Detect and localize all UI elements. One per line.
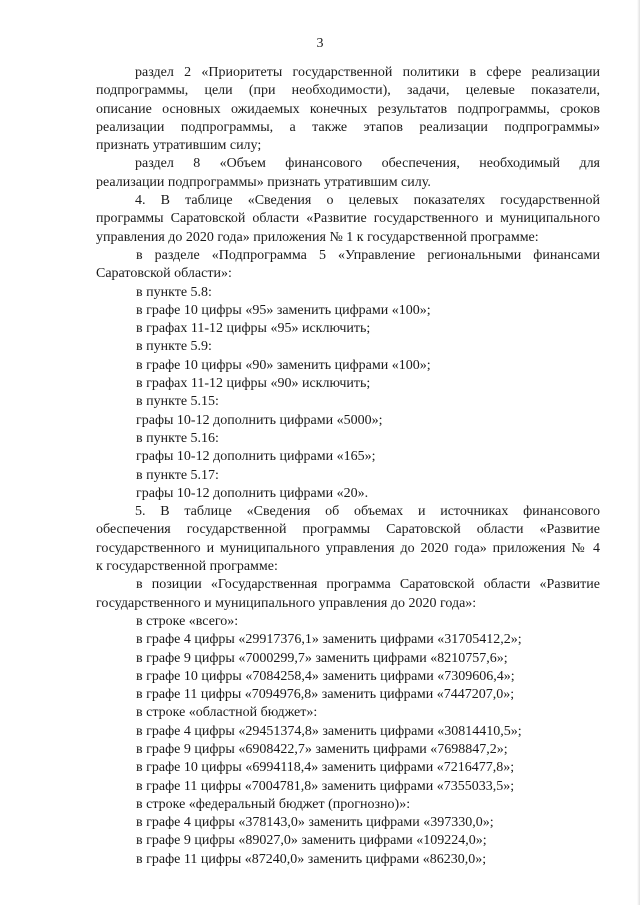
paragraph <box>96 430 600 448</box>
text-line: в графе 10 цифры «95» заменить цифрами «100»; <box>136 302 431 318</box>
paragraph <box>96 485 600 503</box>
text-line: в строке «всего»: <box>136 613 239 629</box>
paragraph <box>96 778 600 796</box>
text-line: государственного и муниципального управления до 2020 года»: <box>96 595 477 611</box>
text-line: описание основных ожидаемых конечных результатов подпрограммы, сроков <box>96 101 600 117</box>
paragraph <box>96 686 600 704</box>
paragraph <box>96 448 600 466</box>
text-line: в графе 11 цифры «7004781,8» заменить цифрами «7355033,5»; <box>136 778 515 794</box>
paragraph <box>96 796 600 814</box>
paragraph <box>96 192 600 247</box>
text-line: в графах 11-12 цифры «95» исключить; <box>136 321 371 337</box>
paragraph <box>96 155 600 192</box>
paragraph <box>96 576 600 613</box>
text-line: государственного и муниципального управления до 2020 года» приложения № 4 <box>96 540 600 556</box>
text-line: раздел 2 «Приоритеты государственной политики в сфере реализации <box>135 65 600 80</box>
paragraph <box>96 467 600 485</box>
text-line: реализации подпрограммы, а также этапов реализации подпрограммы» <box>96 119 600 135</box>
paragraph <box>96 759 600 777</box>
document-body <box>96 64 600 869</box>
paragraph <box>96 357 600 375</box>
text-line: в графах 11-12 цифры «90» исключить; <box>136 376 371 392</box>
paragraph <box>96 704 600 722</box>
text-line: Саратовской области»: <box>96 266 232 282</box>
text-line: управления до 2020 года» приложения № 1 к государственной программе: <box>96 229 539 245</box>
paragraph <box>96 814 600 832</box>
paragraph <box>96 631 600 649</box>
text-line: раздел 8 «Объем финансового обеспечения, необходимый для <box>135 156 600 172</box>
paragraph <box>96 613 600 631</box>
text-line: 4. В таблице «Сведения о целевых показателях государственной <box>135 193 600 209</box>
text-line: в пункте 5.8: <box>136 284 212 300</box>
text-line: в графе 9 цифры «7000299,7» заменить цифрами «8210757,6»; <box>136 650 508 666</box>
text-line: графы 10-12 дополнить цифрами «165»; <box>136 449 376 465</box>
paragraph <box>96 393 600 411</box>
text-line: в пункте 5.15: <box>136 394 219 410</box>
text-line: в графе 4 цифры «29917376,1» заменить цифрами «31705412,2»; <box>136 632 522 648</box>
text-line: 5. В таблице «Сведения об объемах и источниках финансового <box>135 504 600 520</box>
text-line: в графе 10 цифры «6994118,4» заменить цифрами «7216477,8»; <box>136 760 515 776</box>
text-line: реализации подпрограммы» признать утратившим силу. <box>96 174 431 190</box>
page-number: 3 <box>316 36 324 51</box>
text-line: в графе 10 цифры «90» заменить цифрами «100»; <box>136 357 431 373</box>
text-line: признать утратившим силу; <box>96 138 262 154</box>
text-line: в графе 11 цифры «87240,0» заменить цифрами «86230,0»; <box>136 851 487 867</box>
paragraph <box>96 741 600 759</box>
paragraph <box>96 375 600 393</box>
paragraph <box>96 832 600 850</box>
paragraph <box>96 412 600 430</box>
paragraph <box>96 503 600 576</box>
text-line: в пункте 5.9: <box>136 339 212 355</box>
paragraph <box>96 64 600 155</box>
text-line: в пункте 5.16: <box>136 430 219 446</box>
text-line: в графе 9 цифры «6908422,7» заменить цифрами «7698847,2»; <box>136 741 508 757</box>
text-line: в графе 11 цифры «7094976,8» заменить цифрами «7447207,0»; <box>136 687 515 703</box>
paragraph <box>96 668 600 686</box>
text-line: в графе 9 цифры «89027,0» заменить цифрами «109224,0»; <box>136 833 487 849</box>
text-line: в разделе «Подпрограмма 5 «Управление региональными финансами <box>136 247 600 263</box>
text-line: программы Саратовской области «Развитие государственного и муниципального <box>96 211 600 227</box>
paragraph <box>96 320 600 338</box>
text-line: в графе 4 цифры «29451374,8» заменить цифрами «30814410,5»; <box>136 723 522 739</box>
paragraph <box>96 723 600 741</box>
text-line: в позиции «Государственная программа Саратовской области «Развитие <box>136 577 600 593</box>
text-line: в графе 4 цифры «378143,0» заменить цифрами «397330,0»; <box>136 815 494 831</box>
paragraph <box>96 247 600 284</box>
paragraph <box>96 650 600 668</box>
paragraph <box>96 284 600 302</box>
text-line: в пункте 5.17: <box>136 467 219 483</box>
text-line: в графе 10 цифры «7084258,4» заменить цифрами «7309606,4»; <box>136 668 515 684</box>
text-line: графы 10-12 дополнить цифрами «20». <box>136 485 369 501</box>
paragraph <box>96 338 600 356</box>
text-line: подпрограммы, цели (при необходимости), задачи, целевые показатели, <box>96 83 600 99</box>
text-line: обеспечения государственной программы Саратовской области «Развитие <box>96 522 600 538</box>
text-line: в строке «областной бюджет»: <box>136 705 318 721</box>
text-line: графы 10-12 дополнить цифрами «5000»; <box>136 412 383 428</box>
text-line: в строке «федеральный бюджет (прогнозно)»: <box>136 796 411 812</box>
paragraph <box>96 851 600 869</box>
text-line: к государственной программе: <box>96 559 278 575</box>
paragraph <box>96 302 600 320</box>
